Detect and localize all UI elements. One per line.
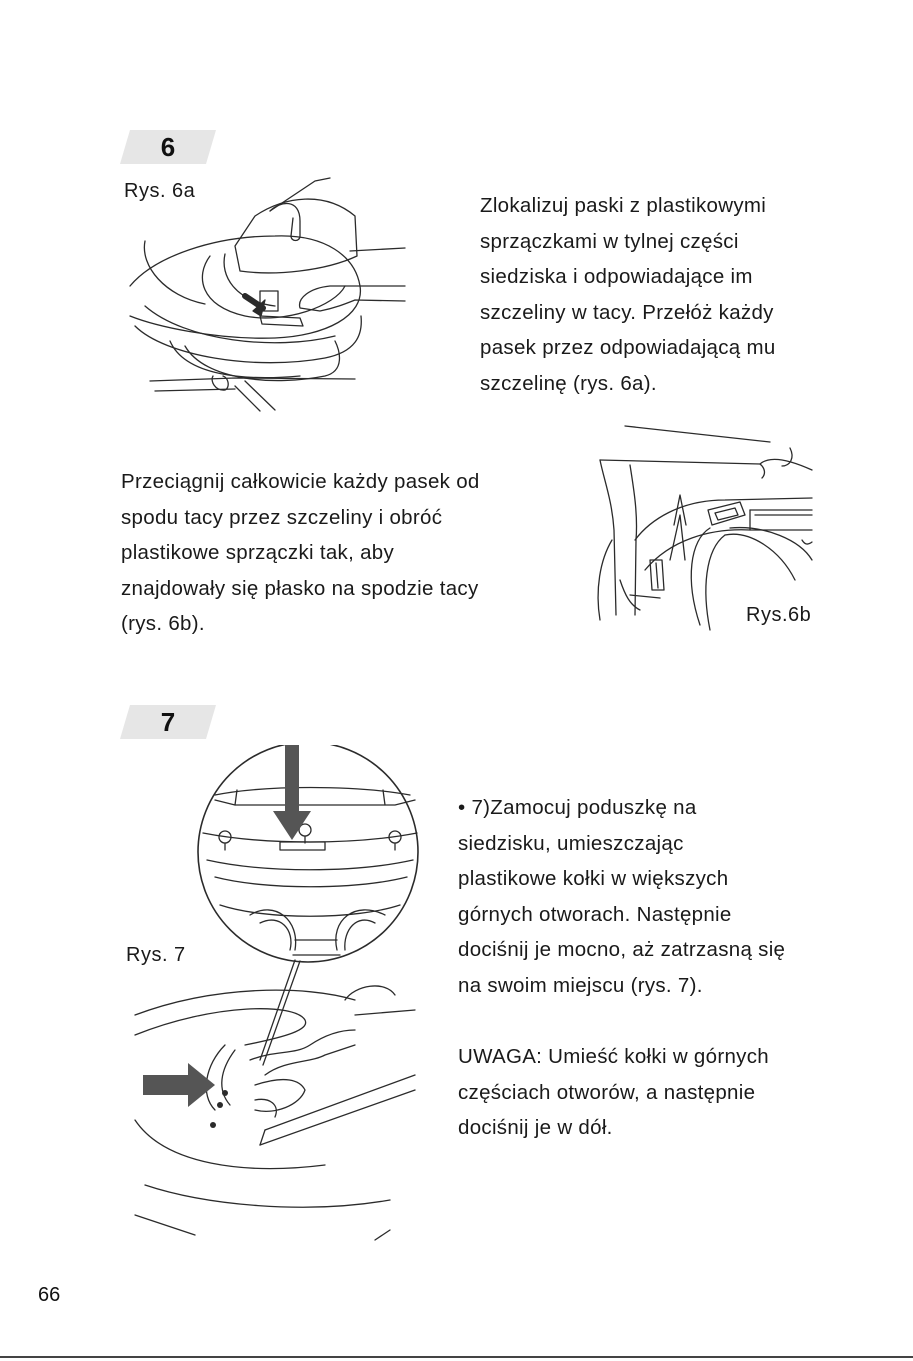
instruction-line: Przeciągnij całkowicie każdy pasek od — [121, 470, 480, 493]
note-line: UWAGA: Umieść kołki w górnych — [458, 1045, 769, 1068]
instruction-line: siedziska i odpowiadające im — [480, 265, 753, 288]
figure-6a-illustration — [125, 176, 415, 416]
figure-7-illustration — [125, 745, 425, 1245]
step-7-instructions — [458, 790, 785, 1003]
page-number: 66 — [38, 1284, 61, 1306]
step-7-badge — [120, 705, 216, 739]
figure-6b-illustration — [590, 420, 818, 635]
step-7-note — [458, 1039, 769, 1146]
step-7-number: 7 — [160, 707, 176, 737]
instruction-line: (rys. 6b). — [121, 612, 205, 635]
step-6a-instructions — [480, 188, 776, 401]
instruction-line: dociśnij je mocno, aż zatrzasną się — [458, 938, 786, 961]
instruction-line: znajdowały się płasko na spodzie tacy — [121, 576, 479, 600]
note-line: dociśnij je w dół. — [458, 1116, 613, 1139]
note-line: częściach otworów, a następnie — [458, 1080, 756, 1104]
step-6-badge — [120, 130, 216, 164]
instruction-line: szczelinę (rys. 6a). — [480, 371, 657, 395]
instruction-line: spodu tacy przez szczeliny i obróć — [121, 505, 443, 529]
step-6b-instructions — [121, 464, 480, 642]
instruction-line: szczeliny w tacy. Przełóż każdy — [480, 300, 774, 324]
bottom-divider — [0, 1356, 913, 1358]
instruction-line: plastikowe kołki w większych — [458, 867, 729, 890]
figure-7-caption: Rys. 7 — [126, 944, 186, 966]
instruction-line: plastikowe sprzączki tak, aby — [121, 541, 395, 564]
figure-6a-caption: Rys. 6a — [124, 180, 196, 202]
instruction-line: sprzączkami w tylnej części — [480, 229, 739, 253]
instruction-line: • 7)Zamocuj poduszkę na — [458, 796, 697, 819]
instruction-line: pasek przez odpowiadającą mu — [480, 336, 776, 359]
instruction-line: Zlokalizuj paski z plastikowymi — [480, 194, 767, 217]
figure-6b-caption: Rys.6b — [746, 604, 812, 626]
instruction-line: górnych otworach. Następnie — [458, 902, 732, 926]
instruction-line: siedzisku, umieszczając — [458, 831, 684, 855]
step-6-number: 6 — [160, 132, 176, 162]
instruction-line: na swoim miejscu (rys. 7). — [458, 973, 703, 997]
